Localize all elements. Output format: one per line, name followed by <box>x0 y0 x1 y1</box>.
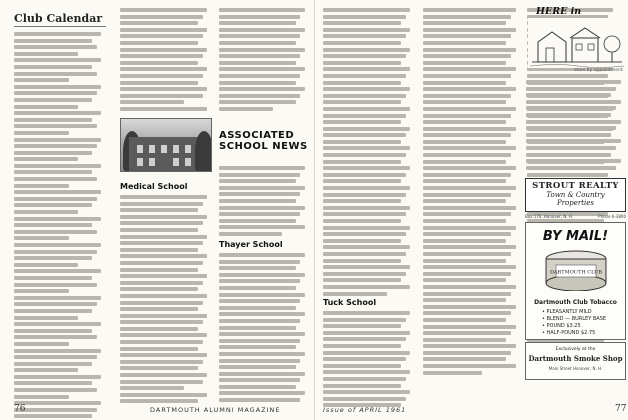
smoke-shop-ad <box>525 342 626 380</box>
club-calendar-title: Club Calendar <box>14 12 103 25</box>
tobacco-feature: • POUND $3.25 <box>542 323 581 329</box>
right-column-1-text <box>323 8 415 298</box>
associated-school-news-title: ASSOCIATED SCHOOL NEWS <box>219 130 308 152</box>
tobacco-feature: • BLEND — BURLEY BASE <box>542 316 607 322</box>
strout-contact <box>525 214 626 219</box>
sketch-caption: store by appointment <box>574 68 623 73</box>
column-3-upper-text <box>219 8 309 114</box>
tobacco-by-mail-ad <box>525 222 626 340</box>
page-number-right: 77 <box>615 404 627 414</box>
strout-phone: Phone 6-3800 <box>598 214 626 219</box>
footer-issue-date: Issue of APRIL 1961 <box>323 406 407 414</box>
footer-magazine-title: DARTMOUTH ALUMNI MAGAZINE <box>150 406 281 414</box>
tobacco-tin-icon <box>542 249 610 291</box>
strout-realty-ad <box>525 178 626 212</box>
thayer-school-text <box>219 253 309 405</box>
hanover-street-sketch <box>528 18 626 68</box>
strout-title: STROUT REALTY <box>532 181 619 191</box>
tin-label: DARTMOUTH CLUB <box>549 269 603 276</box>
here-in-hanover-banner: HERE in <box>536 6 582 17</box>
column-3-mid-text <box>219 166 309 239</box>
tuck-school-text <box>323 311 415 410</box>
page-number-left: 76 <box>14 404 26 414</box>
tobacco-product-name: Dartmouth Club Tobacco <box>534 299 617 306</box>
club-calendar-rule <box>14 26 106 27</box>
tobacco-feature-list <box>542 309 606 337</box>
strout-subtitle-1: Town & Country <box>546 191 605 199</box>
medical-school-text <box>120 195 212 406</box>
building-photo <box>120 118 212 172</box>
hanover-column-text <box>526 80 626 172</box>
smoke-shop-name: Dartmouth Smoke Shop <box>528 354 623 363</box>
tobacco-feature: • HALF-POUND $2.75 <box>542 330 596 336</box>
right-column-2-text <box>423 8 521 377</box>
strout-address: Box 176, Hanover, N. H. <box>525 214 574 219</box>
column-2-upper-text <box>120 8 212 114</box>
medical-school-heading: Medical School <box>120 182 188 191</box>
strout-subtitle-2: Properties <box>556 199 595 207</box>
smoke-shop-address: Main Street Hanover, N. H. <box>548 366 603 371</box>
by-mail-title: BY MAIL! <box>542 229 609 244</box>
club-calendar-listing <box>14 32 106 420</box>
tobacco-feature: • PLEASANTLY MILD <box>542 309 592 315</box>
exclusive-line: Exclusively at the <box>555 347 596 352</box>
tuck-school-heading: Tuck School <box>323 298 377 307</box>
thayer-school-heading: Thayer School <box>219 240 283 249</box>
